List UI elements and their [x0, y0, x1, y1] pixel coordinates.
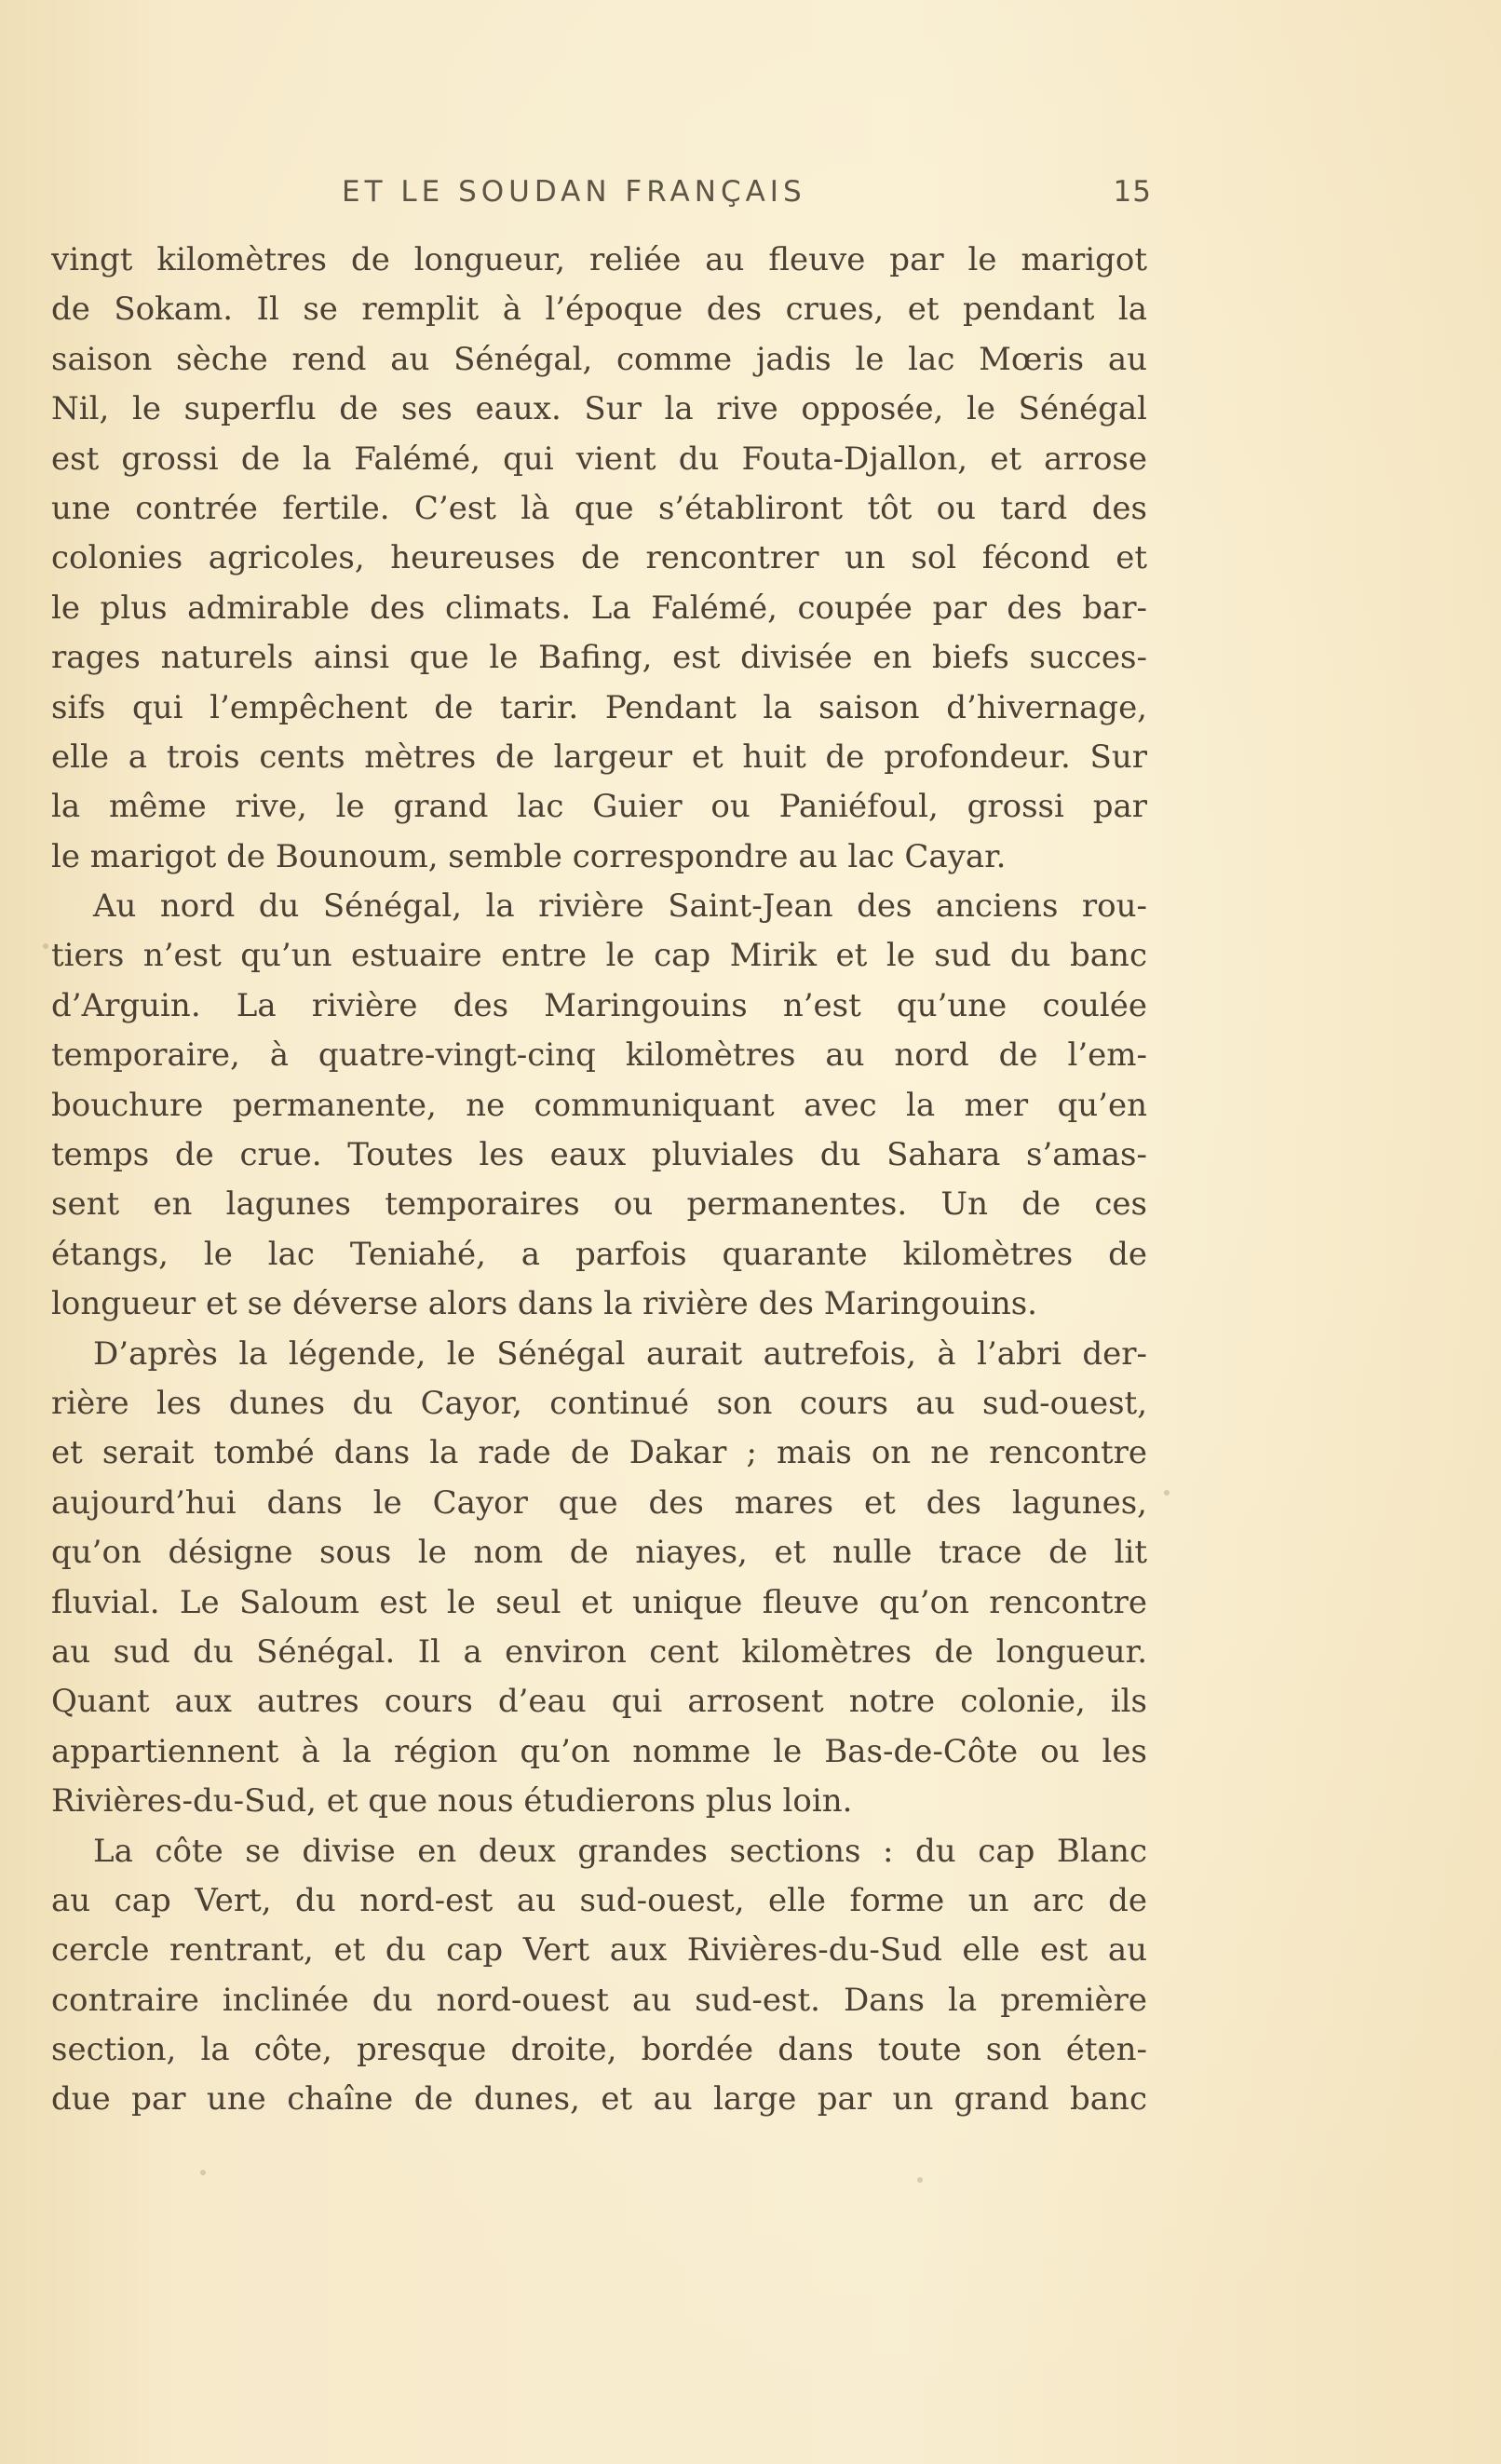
text-line: saison sèche rend au Sénégal, comme jadis le lac Mœris au: [51, 340, 1147, 378]
text-line: et serait tombé dans la rade de Dakar ; mais on ne rencontre: [51, 1434, 1147, 1472]
text-line: section, la côte, presque droite, bordée dans toute son éten-: [51, 2031, 1147, 2069]
running-head: [342, 175, 1152, 222]
text-line: contraire inclinée du nord-ouest au sud-est. Dans la première: [51, 1981, 1147, 2019]
text-line: sent en lagunes temporaires ou permanentes. Un de ces: [51, 1185, 1147, 1224]
text-line: est grossi de la Falémé, qui vient du Fouta-Djallon, et arrose: [51, 440, 1147, 478]
text-line: fluvial. Le Saloum est le seul et unique fleuve qu’on rencontre: [51, 1583, 1147, 1621]
text-line: d’Arguin. La rivière des Maringouins n’est qu’une coulée: [51, 986, 1147, 1024]
text-line: elle a trois cents mètres de largeur et huit de profondeur. Sur: [51, 738, 1147, 776]
text-line: due par une chaîne de dunes, et au large par un grand banc: [51, 2080, 1147, 2119]
text-line: qu’on désigne sous le nom de niayes, et nulle trace de lit: [51, 1534, 1147, 1572]
text-line: colonies agricoles, heureuses de rencontrer un sol fécond et: [51, 539, 1147, 577]
text-line: au cap Vert, du nord-est au sud-ouest, elle forme un arc de: [51, 1881, 1147, 1919]
text-line: le plus admirable des climats. La Falémé, coupée par des bar-: [51, 589, 1147, 627]
text-line: bouchure permanente, ne communiquant avec la mer qu’en: [51, 1086, 1147, 1124]
running-head-title: ET LE SOUDAN FRANÇAIS: [342, 175, 806, 209]
text-line: Nil, le superflu de ses eaux. Sur la rive opposée, le Sénégal: [51, 390, 1147, 428]
text-line: vingt kilomètres de longueur, reliée au fleuve par le marigot: [51, 241, 1147, 278]
text-line: Au nord du Sénégal, la rivière Saint-Jean des anciens rou-: [93, 887, 1147, 926]
text-line: Rivières-du-Sud, et que nous étudierons plus loin.: [51, 1782, 853, 1821]
paper-speck: [1164, 1490, 1170, 1496]
text-line: aujourd’hui dans le Cayor que des mares et des lagunes,: [51, 1483, 1147, 1522]
text-line: appartiennent à la région qu’on nomme le Bas-de-Côte ou les: [51, 1732, 1147, 1770]
text-line: tiers n’est qu’un estuaire entre le cap Mirik et le sud du banc: [51, 937, 1147, 975]
text-line: D’après la légende, le Sénégal aurait autrefois, à l’abri der-: [93, 1334, 1147, 1373]
text-line: au sud du Sénégal. Il a environ cent kilomètres de longueur.: [51, 1632, 1147, 1671]
paper-speck: [200, 2170, 206, 2175]
text-line: étangs, le lac Teniahé, a parfois quarante kilomètres de: [51, 1235, 1147, 1273]
text-line: de Sokam. Il se remplit à l’époque des crues, et pendant la: [51, 291, 1147, 329]
text-line: temporaire, à quatre-vingt-cinq kilomètres au nord de l’em-: [51, 1036, 1147, 1075]
text-line: Quant aux autres cours d’eau qui arrosent notre colonie, ils: [51, 1683, 1147, 1721]
text-line: une contrée fertile. C’est là que s’établiront tôt ou tard des: [51, 489, 1147, 527]
paper-speck: [917, 2177, 923, 2183]
page-number: 15: [1113, 175, 1152, 209]
body-text: [51, 236, 1147, 2125]
paper-speck: [43, 943, 48, 949]
text-line: rière les dunes du Cayor, continué son cours au sud-ouest,: [51, 1384, 1147, 1422]
text-line: cercle rentrant, et du cap Vert aux Rivières-du-Sud elle est au: [51, 1931, 1147, 1970]
text-line: sifs qui l’empêchent de tarir. Pendant la saison d’hivernage,: [51, 688, 1147, 726]
text-line: La côte se divise en deux grandes sections : du cap Blanc: [93, 1832, 1147, 1870]
text-line: rages naturels ainsi que le Bafing, est divisée en biefs succes-: [51, 639, 1147, 677]
text-line: longueur et se déverse alors dans la rivière des Maringouins.: [51, 1285, 1037, 1323]
text-line: la même rive, le grand lac Guier ou Paniéfoul, grossi par: [51, 788, 1147, 826]
text-line: temps de crue. Toutes les eaux pluviales du Sahara s’amas-: [51, 1136, 1147, 1174]
text-line: le marigot de Bounoum, semble correspondre au lac Cayar.: [51, 837, 1007, 875]
